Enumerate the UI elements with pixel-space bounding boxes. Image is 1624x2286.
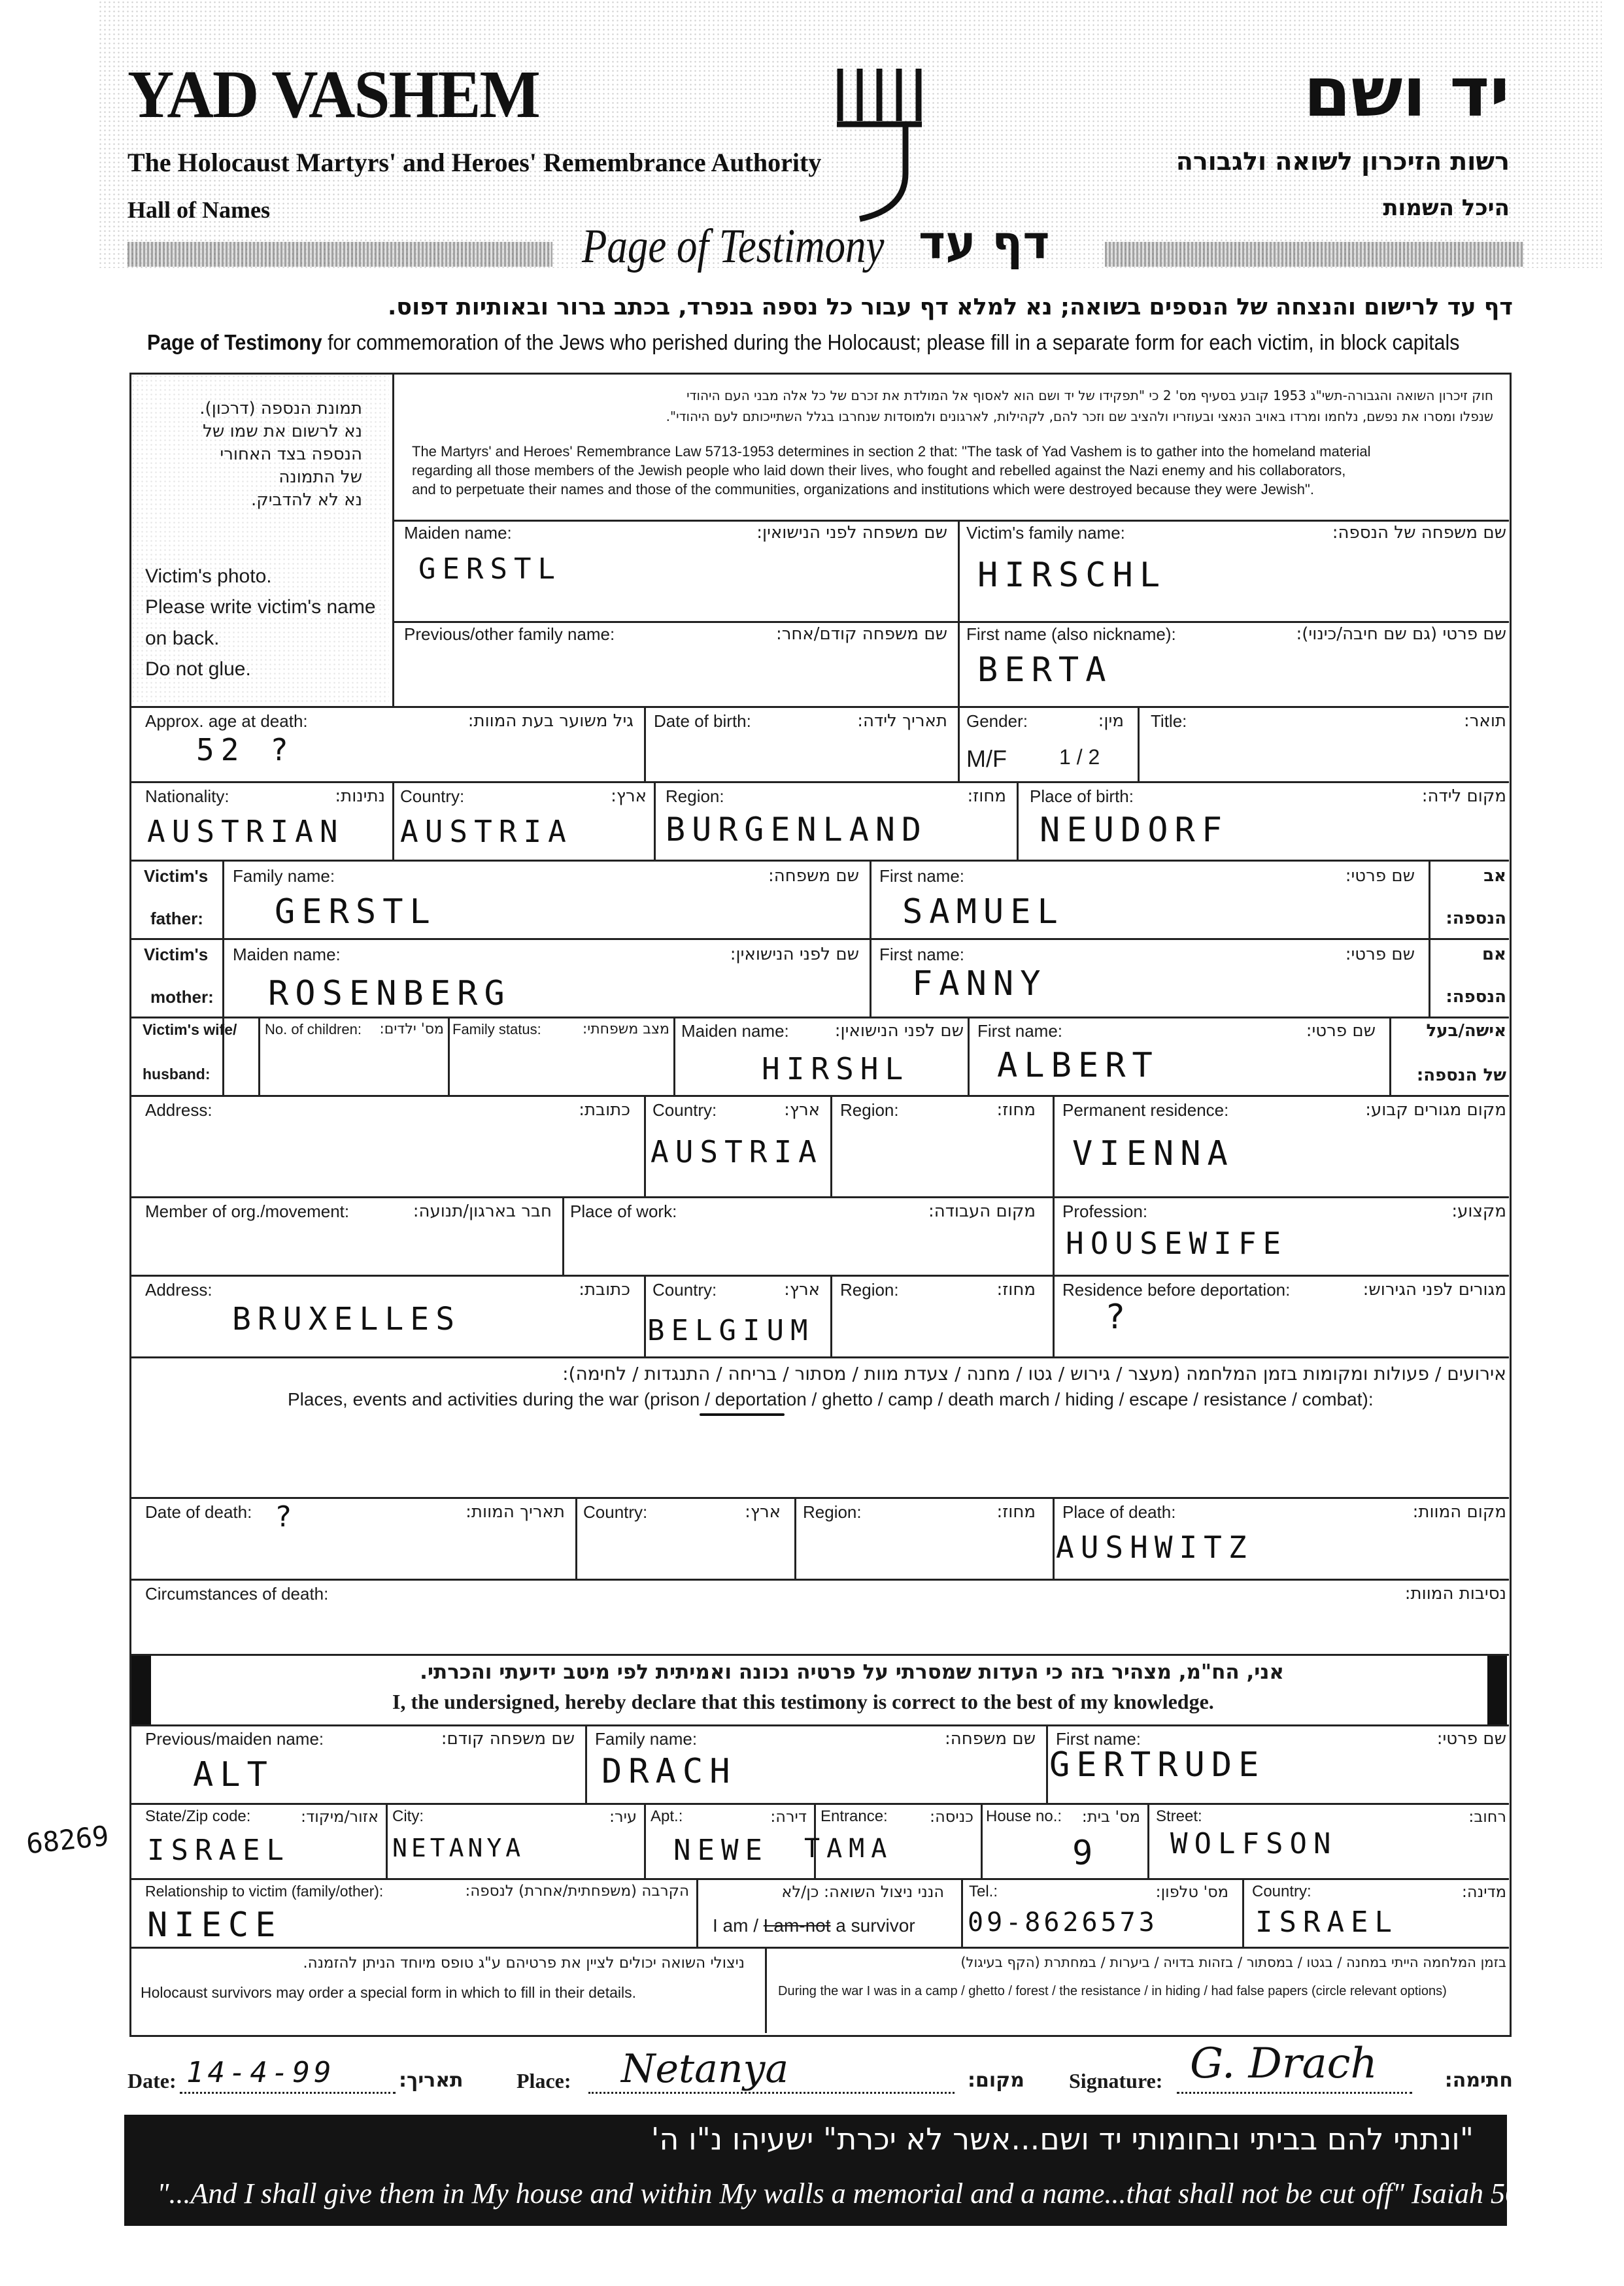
children-label-he: מס' ילדים: bbox=[379, 1021, 444, 1037]
death-country-label: Country: bbox=[583, 1502, 648, 1522]
work-label: Place of work: bbox=[570, 1202, 677, 1221]
maiden-name-label: Maiden name: bbox=[404, 523, 512, 543]
status-label: Family status: bbox=[452, 1021, 541, 1037]
father-family-field[interactable]: GERSTL bbox=[275, 892, 437, 932]
footer-verse-he: "ונתתי להם בביתי ובחומותי יד ושם...אשר לא יכרת" ישעיהו נ"ו ה' bbox=[651, 2121, 1474, 2157]
country-field[interactable]: AUSTRIA bbox=[400, 814, 573, 849]
law-he-2: שנפלו ומסרו את נפשם, נלחמו ומרדו באויב הנאצי ובעוזריו ולהציב שם וזכר להם, לקהילות, לארגונים ולמוסדות שנחרבו בגלל השתייכותם לעם היהודי". bbox=[666, 409, 1493, 424]
gender-label: Gender: bbox=[966, 711, 1028, 731]
maiden-name-label-he: שם משפחה לפני הנישואין: bbox=[756, 523, 947, 543]
law-he-1: חוק זיכרון השואה והגבורה-תשי"ג 1953 קובע בסעיף מס' 2 כי "תפקידו של יד ושם הוא לאסוף אל המולדת את זכרם של כל אלה מבני העם היהודי bbox=[686, 388, 1493, 403]
region-field[interactable]: BURGENLAND bbox=[666, 811, 928, 849]
page-title-he: דף עד bbox=[919, 216, 1050, 269]
prev-name-label: Previous/other family name: bbox=[404, 624, 615, 644]
gender-mark: 1 / 2 bbox=[1059, 745, 1100, 769]
perm-field[interactable]: VIENNA bbox=[1072, 1134, 1234, 1173]
profession-field[interactable]: HOUSEWIFE bbox=[1066, 1226, 1288, 1261]
dob-field[interactable] bbox=[654, 735, 948, 775]
death-country-label-he: ארץ: bbox=[745, 1502, 781, 1522]
mother-label-2: mother: bbox=[150, 987, 214, 1007]
spouse-maiden-label: Maiden name: bbox=[681, 1021, 789, 1041]
w-country-label-he: מדינה: bbox=[1461, 1883, 1506, 1901]
w-zip-label-he: אזור/מיקוד: bbox=[301, 1807, 379, 1826]
events-label-he: אירועים / פעולות ומקומות בזמן המלחמה (מעצר / גירוש / גטו / מחנה / צעדת מוות / מסתור / בריחה / התנגדות / לחימה): bbox=[562, 1363, 1506, 1385]
w-city-label: City: bbox=[392, 1807, 424, 1825]
w-family-label-he: שם משפחה: bbox=[945, 1729, 1036, 1749]
spouse-label-1: Victim's wife/ bbox=[143, 1021, 237, 1038]
special-form-en: Holocaust survivors may order a special form in which to fill in their details. bbox=[141, 1984, 637, 2001]
w-prev-label-he: שם משפחה קודם: bbox=[441, 1729, 575, 1749]
place-label: Place: bbox=[516, 2069, 571, 2093]
spouse-maiden-field[interactable]: HIRSHL bbox=[762, 1051, 910, 1086]
circumstances-field[interactable] bbox=[145, 1611, 1492, 1651]
w-house-field[interactable]: 9 bbox=[1072, 1834, 1100, 1873]
profession-label: Profession: bbox=[1062, 1202, 1148, 1221]
law-en-1: The Martyrs' and Heroes' Remembrance Law 5713-1953 determines in section 2 that: "The task of Yad Vashem is to gather into the homeland material bbox=[412, 443, 1371, 460]
org-logo-en: YAD VASHEM bbox=[127, 57, 539, 132]
resdep-label-he: מגורים לפני הגירוש: bbox=[1362, 1280, 1506, 1300]
w-entrance-field[interactable]: TAMA bbox=[804, 1834, 894, 1864]
hall-of-names-en: Hall of Names bbox=[127, 197, 270, 223]
status-label-he: מצב משפחתי: bbox=[582, 1021, 669, 1037]
mother-maiden-label: Maiden name: bbox=[233, 945, 341, 964]
death-region-label: Region: bbox=[803, 1502, 862, 1522]
addr-region-label: Region: bbox=[840, 1100, 899, 1120]
mother-first-label-he: שם פרטי: bbox=[1345, 945, 1415, 964]
dep-country-field[interactable]: BELGIUM bbox=[647, 1314, 815, 1347]
work-label-he: מקום העבודה: bbox=[928, 1202, 1036, 1221]
gender-options[interactable]: M/F bbox=[966, 745, 1007, 772]
pob-label: Place of birth: bbox=[1030, 786, 1134, 806]
circumstances-label-he: נסיבות המוות: bbox=[1404, 1584, 1506, 1604]
place-field[interactable]: Netanya bbox=[621, 2046, 789, 2092]
date-label: Date: bbox=[127, 2069, 177, 2093]
survivor-strike: Lam-not bbox=[763, 1915, 831, 1936]
w-entrance-label-he: כניסה: bbox=[929, 1807, 973, 1826]
address-field[interactable] bbox=[145, 1128, 629, 1186]
authority-en: The Holocaust Martyrs' and Heroes' Remembrance Authority bbox=[127, 148, 822, 177]
pod-label: Place of death: bbox=[1062, 1502, 1176, 1522]
law-en-3: and to perpetuate their names and those of the communities, organizations and institutions which were destroyed because they were Jewish". bbox=[412, 481, 1314, 497]
date-label-he: תאריך: bbox=[399, 2069, 464, 2092]
date-field[interactable]: 14-4-99 bbox=[186, 2056, 335, 2089]
special-form-he: ניצולי השואה יכולים לציין את פרטיהם ע"ג טופס מיוחד הניתן להזמנה. bbox=[303, 1955, 745, 1972]
pob-label-he: מקום לידה: bbox=[1421, 786, 1506, 806]
age-field[interactable]: 52 ? bbox=[196, 732, 295, 767]
father-label-1: Victim's bbox=[144, 866, 209, 886]
pod-field[interactable]: AUSHWITZ bbox=[1056, 1530, 1253, 1565]
father-family-label-he: שם משפחה: bbox=[768, 866, 859, 886]
nationality-label-he: נתינות: bbox=[335, 786, 385, 806]
father-label-2: father: bbox=[150, 909, 203, 928]
law-en-2: regarding all those members of the Jewish people who laid down their lives, who fought and rebelled against the Nazi enemy and his collaborators, bbox=[412, 462, 1346, 479]
addr-country-label-he: ארץ: bbox=[784, 1100, 820, 1120]
addr-country-field[interactable]: AUSTRIA bbox=[651, 1134, 823, 1169]
dob-label-he: תאריך לידה: bbox=[857, 711, 947, 731]
w-first-label-he: שם פרטי: bbox=[1436, 1729, 1506, 1749]
resdep-field[interactable]: ? bbox=[1105, 1298, 1132, 1337]
pod-label-he: מקום המוות: bbox=[1412, 1502, 1506, 1522]
survivor-pre: I am / bbox=[713, 1915, 764, 1936]
country-label-he: ארץ: bbox=[611, 786, 647, 806]
photo-he-2: נא לרשום את שמו של bbox=[203, 422, 362, 441]
age-label: Approx. age at death: bbox=[145, 711, 308, 731]
survivor-label-en[interactable] bbox=[713, 1915, 915, 1936]
w-zip-label: State/Zip code: bbox=[145, 1807, 251, 1825]
family-name-field[interactable]: HIRSCHL bbox=[977, 556, 1167, 595]
war-status-en[interactable]: During the war I was in a camp / ghetto / forest / the resistance / in hiding / had false papers (circle relevant options) bbox=[778, 1984, 1447, 1998]
dep-country-label-he: ארץ: bbox=[784, 1280, 820, 1300]
hall-of-names-he: היכל השמות bbox=[1383, 195, 1510, 221]
first-name-label-he: שם פרטי (גם שם חיבה/כינוי): bbox=[1296, 624, 1506, 644]
w-state-field[interactable]: ISRAEL bbox=[147, 1834, 290, 1867]
country-label: Country: bbox=[400, 786, 465, 806]
member-label-he: חבר בארגון/תנועה: bbox=[413, 1202, 552, 1221]
w-tel-label: Tel.: bbox=[969, 1883, 998, 1900]
w-apt-label: Apt.: bbox=[651, 1807, 683, 1825]
photo-en-3: on back. bbox=[145, 628, 220, 649]
first-name-field[interactable]: BERTA bbox=[977, 650, 1113, 690]
mother-first-field[interactable]: FANNY bbox=[912, 964, 1047, 1003]
spouse-maiden-label-he: שם לפני הנישואין: bbox=[834, 1021, 964, 1041]
spouse-first-label: First name: bbox=[977, 1021, 1063, 1041]
address-label-he: כתובת: bbox=[579, 1100, 630, 1120]
margin-number: 68269 bbox=[24, 1819, 110, 1860]
war-status-he: בזמן המלחמה הייתי במחנה / בגטו / במסתור / בזהות בדויה / ביערות / במחתרת (הקף בעיגול) bbox=[960, 1955, 1506, 1970]
nationality-field[interactable]: AUSTRIAN bbox=[147, 814, 345, 849]
w-first-field[interactable]: GERTRUDE bbox=[1049, 1745, 1266, 1785]
address-label: Address: bbox=[145, 1100, 212, 1120]
deportation-underline bbox=[700, 1413, 785, 1416]
w-apt-field[interactable]: NEWE bbox=[673, 1834, 769, 1867]
w-street-field[interactable]: WOLFSON bbox=[1170, 1827, 1338, 1860]
dod-label-he: תאריך המוות: bbox=[465, 1502, 565, 1522]
w-apt-label-he: דירה: bbox=[770, 1807, 807, 1826]
w-entrance-label: Entrance: bbox=[820, 1807, 888, 1825]
mother-first-label: First name: bbox=[879, 945, 965, 964]
declaration-en: I, the undersigned, hereby declare that this testimony is correct to the best of my knowledge. bbox=[392, 1690, 1214, 1713]
w-prev-field[interactable]: ALT bbox=[193, 1755, 274, 1794]
mother-label-1: Victim's bbox=[144, 945, 209, 964]
dep-region-label-he: מחוז: bbox=[996, 1280, 1036, 1300]
family-name-label: Victim's family name: bbox=[966, 523, 1125, 543]
father-label-he-1: אב bbox=[1483, 866, 1506, 886]
photo-en-2: Please write victim's name bbox=[145, 596, 376, 618]
org-logo-he: יד ושם bbox=[1304, 52, 1510, 132]
signature-label: Signature: bbox=[1069, 2069, 1163, 2093]
region-label-he: מחוז: bbox=[967, 786, 1006, 806]
dod-field[interactable]: ? bbox=[275, 1500, 299, 1534]
death-region-label-he: מחוז: bbox=[996, 1502, 1036, 1522]
addr-country-label: Country: bbox=[652, 1100, 717, 1120]
profession-label-he: מקצוע: bbox=[1451, 1202, 1506, 1221]
resdep-label: Residence before deportation: bbox=[1062, 1280, 1291, 1300]
mother-maiden-field[interactable]: ROSENBERG bbox=[268, 974, 511, 1013]
dep-region-label: Region: bbox=[840, 1280, 899, 1300]
perm-label-he: מקום מגורים קבוע: bbox=[1365, 1100, 1506, 1120]
member-label: Member of org./movement: bbox=[145, 1202, 350, 1221]
page-title-en: Page of Testimony bbox=[582, 220, 885, 273]
dep-address-label: Address: bbox=[145, 1280, 212, 1300]
photo-he-5: נא לא להדביק. bbox=[251, 490, 362, 510]
events-field[interactable] bbox=[145, 1422, 1492, 1494]
dep-address-label-he: כתובת: bbox=[579, 1280, 630, 1300]
father-family-label: Family name: bbox=[233, 866, 335, 886]
instructions-en-bold: Page of Testimony bbox=[147, 330, 322, 354]
spouse-label-he-1: אישה/בעל bbox=[1426, 1021, 1506, 1041]
photo-he-3: הנספה בצד האחורי bbox=[220, 445, 362, 464]
signature-field[interactable]: G. Drach bbox=[1190, 2040, 1378, 2088]
father-first-field[interactable]: SAMUEL bbox=[902, 892, 1064, 932]
children-label: No. of children: bbox=[265, 1021, 362, 1037]
family-name-label-he: שם משפחה של הנספה: bbox=[1332, 523, 1506, 543]
w-rel-label: Relationship to victim (family/other): bbox=[145, 1883, 384, 1900]
w-prev-label: Previous/maiden name: bbox=[145, 1729, 324, 1749]
survivor-post: a survivor bbox=[830, 1915, 915, 1936]
w-rel-label-he: הקרבה (משפחתית/אחרת) לנספה: bbox=[465, 1883, 689, 1900]
addr-region-label-he: מחוז: bbox=[996, 1100, 1036, 1120]
w-rel-field[interactable]: NIECE bbox=[147, 1906, 282, 1945]
photo-he-4: של התמונה bbox=[279, 467, 362, 487]
region-label: Region: bbox=[666, 786, 724, 806]
mother-maiden-label-he: שם לפני הנישואין: bbox=[730, 945, 859, 964]
father-first-label: First name: bbox=[879, 866, 965, 886]
gender-label-he: מין: bbox=[1098, 711, 1124, 731]
spouse-label-2: husband: bbox=[143, 1066, 211, 1083]
declaration-he: אני, הח"מ, מצהיר בזה כי העדות שמסרתי על פרטיה נכונה ואמיתית לפי מיטב ידיעתי והכרתי. bbox=[420, 1660, 1284, 1684]
dob-label: Date of birth: bbox=[654, 711, 751, 731]
w-family-label: Family name: bbox=[595, 1729, 698, 1749]
w-first-label: First name: bbox=[1056, 1729, 1142, 1749]
w-house-label: House no.: bbox=[986, 1807, 1062, 1825]
w-country-field[interactable]: ISRAEL bbox=[1255, 1906, 1398, 1939]
w-city-field[interactable]: NETANYA bbox=[392, 1834, 525, 1862]
photo-en-1: Victim's photo. bbox=[145, 565, 272, 587]
w-street-label: Street: bbox=[1156, 1807, 1202, 1825]
father-first-label-he: שם פרטי: bbox=[1345, 866, 1415, 886]
title-label-he: תואר: bbox=[1464, 711, 1506, 731]
events-label-en: Places, events and activities during the war (prison / deportation / ghetto / camp / death march / hiding / escape / resistance / combat): bbox=[288, 1389, 1374, 1409]
circumstances-label: Circumstances of death: bbox=[145, 1584, 329, 1604]
menorah-lamed-icon bbox=[827, 62, 932, 239]
mother-label-he-2: הנספה: bbox=[1446, 987, 1506, 1007]
w-street-label-he: רחוב: bbox=[1468, 1807, 1506, 1826]
w-house-label-he: מס' בית: bbox=[1081, 1807, 1140, 1826]
prev-name-field[interactable] bbox=[404, 654, 940, 699]
instructions-he: דף עד לרישום והנצחה של הנספים בשואה; נא למלא דף עבור כל נספה בנפרד, בכתב ברור ובאותיות דפוס. bbox=[387, 294, 1513, 320]
authority-he: רשות הזיכרון לשואה ולגבורה bbox=[1176, 147, 1510, 176]
spouse-first-label-he: שם פרטי: bbox=[1306, 1021, 1376, 1041]
footer-verse-en: "...And I shall give them in My house and within My walls a memorial and a name...that shall not be cut off" Isaiah 56:5 bbox=[157, 2177, 1544, 2210]
title-label: Title: bbox=[1151, 711, 1187, 731]
instructions-en-text: for commemoration of the Jews who perished during the Holocaust; please fill in a separate form for each victim, in block capitals bbox=[322, 330, 1460, 354]
photo-he-1: תמונת הנספה (דרכון). bbox=[199, 399, 362, 418]
age-label-he: גיל משוער בעת המוות: bbox=[467, 711, 634, 731]
w-family-field[interactable]: DRACH bbox=[601, 1752, 737, 1791]
w-country-label: Country: bbox=[1252, 1883, 1311, 1900]
dep-country-label: Country: bbox=[652, 1280, 717, 1300]
perm-label: Permanent residence: bbox=[1062, 1100, 1229, 1120]
w-tel-field[interactable]: 09-8626573 bbox=[968, 1908, 1158, 1938]
photo-en-4: Do not glue. bbox=[145, 658, 251, 680]
father-label-he-2: הנספה: bbox=[1446, 909, 1506, 928]
instructions-en bbox=[147, 330, 1459, 355]
first-name-label: First name (also nickname): bbox=[966, 624, 1176, 644]
place-label-he: מקום: bbox=[968, 2069, 1024, 2092]
mother-label-he-1: אם bbox=[1481, 945, 1506, 964]
w-city-label-he: עיר: bbox=[609, 1807, 637, 1826]
dep-address-field[interactable]: BRUXELLES bbox=[232, 1301, 462, 1337]
maiden-name-field[interactable]: GERSTL bbox=[418, 552, 562, 586]
signature-label-he: חתימה: bbox=[1444, 2069, 1513, 2092]
prev-name-label-he: שם משפחה קודם/אחר: bbox=[775, 624, 947, 644]
pob-field[interactable]: NEUDORF bbox=[1040, 811, 1229, 850]
spouse-first-field[interactable]: ALBERT bbox=[997, 1046, 1159, 1085]
survivor-label-he: הנני ניצול השואה: כן/לא bbox=[781, 1883, 944, 1901]
nationality-label: Nationality: bbox=[145, 786, 229, 806]
w-tel-label-he: מס' טלפון: bbox=[1155, 1883, 1228, 1901]
dod-label: Date of death: bbox=[145, 1502, 252, 1522]
spouse-label-he-2: של הנספה: bbox=[1416, 1066, 1506, 1085]
